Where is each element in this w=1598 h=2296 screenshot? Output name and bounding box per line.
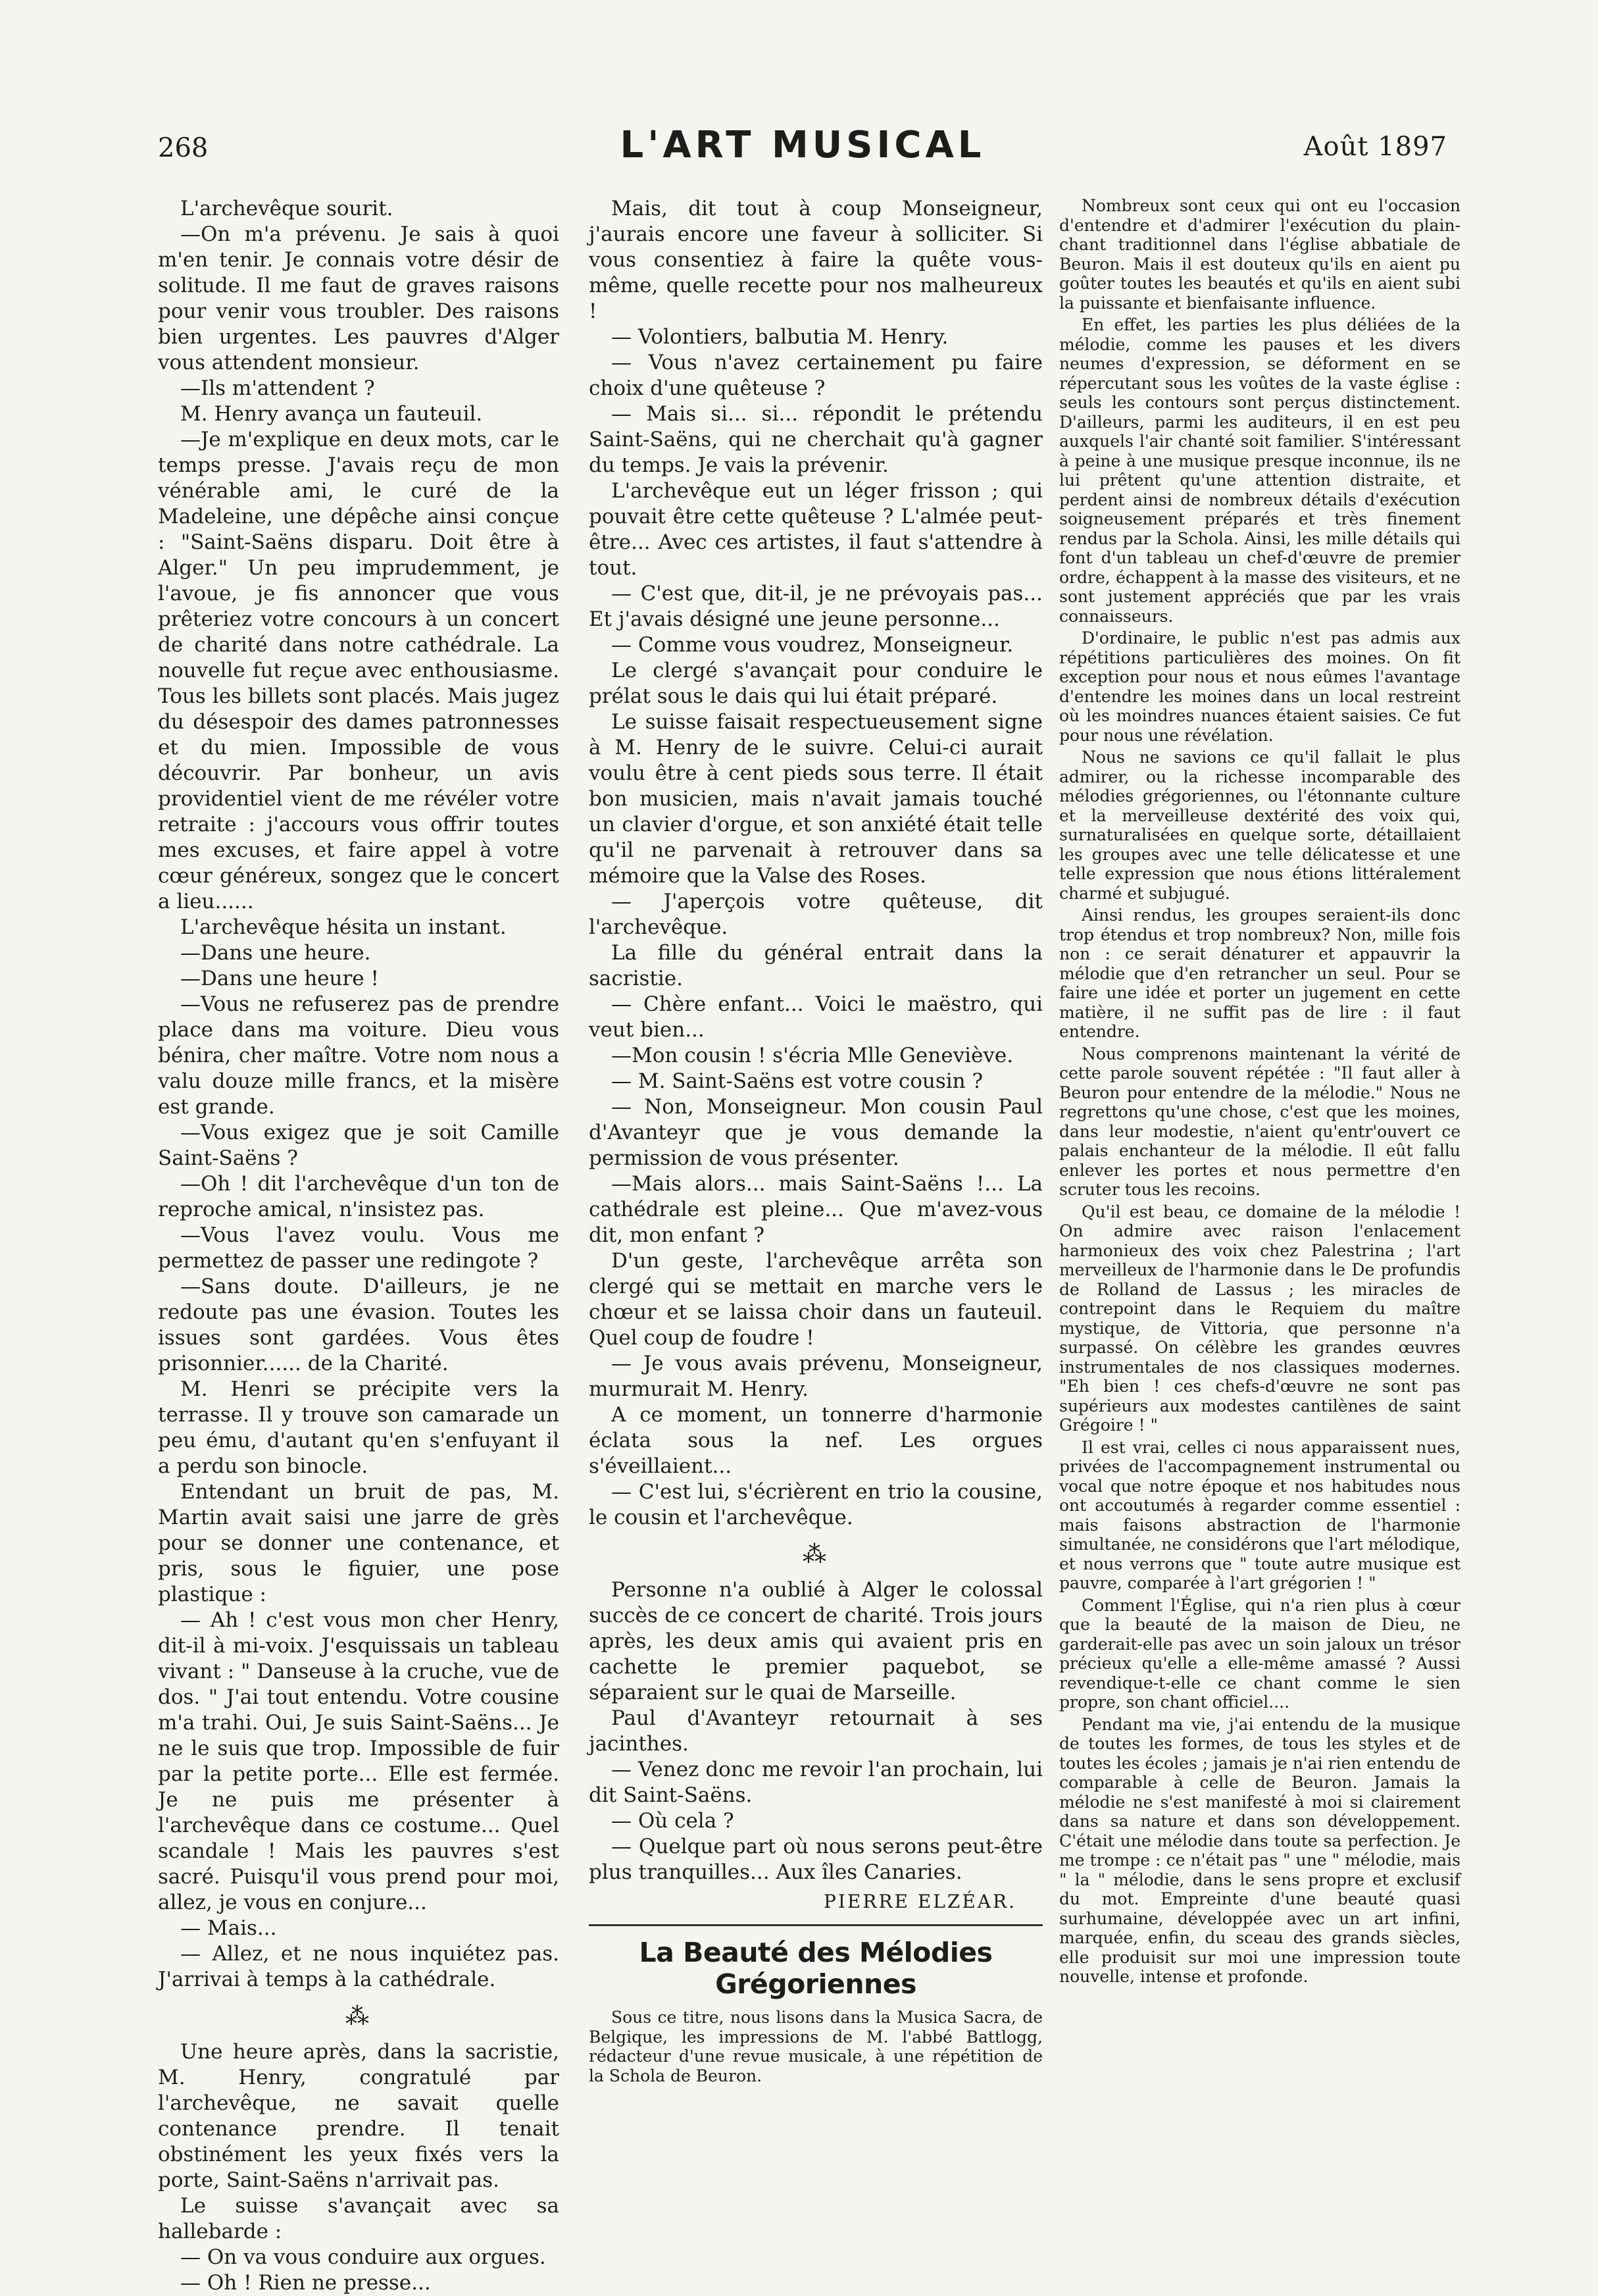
paragraph: — Volontiers, balbutia M. Henry. (611, 325, 949, 349)
paragraph: Qu'il est beau, ce domaine de la mélodie ! On admire avec raison l'enlacement harmonieux des voix chez Palestrina ; l'art merveilleux de l'harmonie dans le De profundis de Rolland de Lassus ; les miracles de contrepoint dans le Requiem du maître mystique, de Vittoria, que personne n'a surpassé. On célèbre les grandes œuvres instrumentales de nos classiques modernes. "Eh bien ! ces chefs-d'œuvre ne sont pas supérieurs aux modestes cantilènes de saint Grégoire ! " (1059, 1202, 1461, 1435)
paragraph: En effet, les parties les plus déliées de la mélodie, comme les pauses et les divers neumes d'expression, se déforment en se répercutant sous les voûtes de la vaste église : seuls les contours sont perçus distinctement. D'ailleurs, parmi les auditeurs, il en est peu auxquels l'air chanté soit familier. S'intéressant à peine à une musique presque inconnue, ils ne lui prêtent qu'une attention distraite, et perdent ainsi de nombreux détails d'exécution soigneusement préparés et très finement rendus par la Schola. Ainsi, les mille détails qui font d'un tableau un chef-d'œuvre de premier ordre, échappent à la masse des visiteurs, et ne sont justement appréciés que par les vrais connaisseurs. (1059, 315, 1461, 626)
page-number: 268 (158, 133, 209, 163)
paragraph: — Quelque part où nous serons peut-être plus tranquilles... Aux îles Canaries. (589, 1835, 1043, 1884)
paragraph: —Mais alors... mais Saint-Saëns !... La cathédrale est pleine... Que m'avez-vous dit, mon enfant ? (589, 1172, 1043, 1247)
paragraph: —On m'a prévenu. Je sais à quoi m'en tenir. Je connais votre désir de solitude. Il me faut de graves raisons pour venir vous troubler. Des raisons bien urgentes. Les pauvres d'Alger vous attendent monsieur. (158, 222, 559, 374)
paragraph: — Ah ! c'est vous mon cher Henry, dit-il à mi-voix. J'esquissais un tableau vivant : " Danseuse à la cruche, vue de dos. " J'ai tout entendu. Votre cousine m'a trahi. Oui, Je suis Saint-Saëns... Je ne le suis que trop. Impossible de fuir par la petite porte... Elle est fermée. Je ne puis me présenter à l'archevêque dans ce costume... Quel scandale ! Mais les pauvres s'est sacré. Puisqu'il vous prend pour moi, allez, je vous en conjure... (158, 1608, 559, 1914)
paragraph: Ainsi rendus, les groupes seraient-ils donc trop étendus et trop nombreux? Non, mille fois non : ce serait dénaturer et appauvrir la mélodie que d'en retrancher un seul. Pour se faire une idée et porter un jugement en cette matière, il ne suffit pas de lire : il faut entendre. (1059, 906, 1461, 1041)
issue-date: Août 1897 (1303, 132, 1447, 162)
section-title: La Beauté des Mélodies Grégoriennes (589, 1924, 1043, 2000)
paragraph: L'archevêque hésita un instant. (180, 915, 507, 939)
paragraph: —Je m'explique en deux mots, car le temps presse. J'avais reçu de mon vénérable ami, le curé de la Madeleine, une dépêche ainsi conçue : "Saint-Saëns disparu. Doit être à Alger." Un peu imprudemment, je l'avoue, je fis annoncer que vous prêteriez votre concours à un concert de charité dans notre cathédrale. La nouvelle fut reçue avec enthousiasme. Tous les billets sont placés. Mais jugez du désespoir des dames patronnesses et du mien. Impossible de vous découvrir. Par bonheur, un avis providentiel vient de me révéler votre retraite : j'accours vous offrir toutes mes excuses, et faire appel à votre cœur généreux, songez que le concert a lieu...... (158, 428, 559, 913)
paragraph: — Mais... (180, 1916, 277, 1940)
paragraph: — Comme vous voudrez, Monseigneur. (611, 633, 1014, 657)
paragraph: — M. Saint-Saëns est votre cousin ? (611, 1069, 984, 1093)
column-3 (1059, 196, 1461, 2091)
paragraph: —Sans doute. D'ailleurs, je ne redoute pas une évasion. Toutes les issues sont gardées. Vous êtes prisonnier...... de la Charité. (158, 1275, 559, 1375)
journal-title: L'ART MUSICAL (620, 124, 986, 166)
paragraph: Nous comprenons maintenant la vérité de cette parole souvent répétée : "Il faut aller à Beuron pour entendre de la mélodie." Nous ne regrettons qu'une chose, c'est que les moines, dans leur modestie, n'aient qu'entr'ouvert ce palais enchanteur de la mélodie. Il eût fallu enlever les portes et nous permettre d'en scruter tous les recoins. (1059, 1044, 1461, 1199)
paragraph: Le suisse faisait respectueusement signe à M. Henry de le suivre. Celui-ci aurait voulu être à cent pieds sous terre. Il était bon musicien, mais n'avait jamais touché un clavier d'orgue, et son anxiété était telle qu'il ne parvenait à retrouver dans sa mémoire que la Valse des Roses. (589, 710, 1043, 888)
paragraph: Le suisse s'avançait avec sa hallebarde : (158, 2194, 559, 2243)
page-header (158, 124, 1447, 170)
paragraph: —Dans une heure ! (180, 967, 379, 990)
paragraph: A ce moment, un tonnerre d'harmonie éclata sous la nef. Les orgues s'éveillaient... (589, 1403, 1043, 1478)
paragraph: L'archevêque eut un léger frisson ; qui pouvait être cette quêteuse ? L'almée peut-être... Avec ces artistes, il faut s'attendre à tout. (589, 479, 1043, 580)
paragraph: Entendant un bruit de pas, M. Martin avait saisi une jarre de grès pour se donner une contenance, et pris, sous le figuier, une pose plastique : (158, 1480, 559, 1606)
paragraph: —Oh ! dit l'archevêque d'un ton de reproche amical, n'insistez pas. (158, 1172, 559, 1221)
paragraph: — Allez, et ne nous inquiétez pas. J'arrivai à temps à la cathédrale. (158, 1942, 559, 1991)
paragraph: —Vous exigez que je soit Camille Saint-Saëns ? (158, 1121, 559, 1170)
paragraph: —Vous ne refuserez pas de prendre place dans ma voiture. Dieu vous bénira, cher maître. Votre nom nous a valu douze mille francs, et la misère est grande. (158, 992, 559, 1119)
paragraph: — Vous n'avez certainement pu faire choix d'une quêteuse ? (589, 351, 1043, 400)
section-separator: ⁂ (345, 2003, 372, 2030)
paragraph: Nous ne savions ce qu'il fallait le plus admirer, ou la richesse incomparable des mélodies grégoriennes, ou l'étonnante culture et la merveilleuse dextérité des voix qui, surnaturalisées en quelque sorte, détaillaient les groupes avec une telle délicatesse et une telle expression que nous étions littéralement charmé et subjugué. (1059, 748, 1461, 903)
paragraph: —Ils m'attendent ? (180, 376, 375, 400)
paragraph: —Mon cousin ! s'écria Mlle Geneviève. (611, 1044, 1014, 1067)
paragraph: — Je vous avais prévenu, Monseigneur, murmurait M. Henry. (589, 1352, 1043, 1401)
paragraph: — Venez donc me revoir l'an prochain, lui dit Saint-Saëns. (589, 1758, 1043, 1807)
column-2 (589, 196, 1043, 2091)
paragraph: L'archevêque sourit. (180, 197, 393, 220)
paragraph: Pendant ma vie, j'ai entendu de la musique de toutes les formes, de tous les styles et de toutes les écoles ; jamais je n'ai rien entendu de comparable à celle de Beuron. Jamais la mélodie ne s'est manifesté à moi si clairement dans sa nature et dans son développement. C'était une mélodie dans toute sa perfection. Je me trompe : ce n'était pas " une " mélodie, mais " la " mélodie, dans le sens propre et exclusif du mot. Empreinte d'une beauté quasi surhumaine, développée avec un art infini, marquée, enfin, du sceau des grands siècles, elle produisit sur moi une impression toute nouvelle, intense et profonde. (1059, 1714, 1461, 1986)
paragraph: Mais, dit tout à coup Monseigneur, j'aurais encore une faveur à solliciter. Si vous consentiez à faire la quête vous-même, quelle recette pour nos malheureux ! (589, 197, 1043, 323)
paragraph: Une heure après, dans la sacristie, M. Henry, congratulé par l'archevêque, ne savait quelle contenance prendre. Il tenait obstinément les yeux fixés vers la porte, Saint-Saëns n'arrivait pas. (158, 2040, 559, 2192)
paragraph: Personne n'a oublié à Alger le colossal succès de ce concert de charité. Trois jours après, les deux amis qui avaient pris en cachette le premier paquebot, se séparaient sur le quai de Marseille. (589, 1578, 1043, 1704)
paragraph: — Oh ! Rien ne presse... (180, 2271, 431, 2295)
paragraph: — Où cela ? (611, 1809, 734, 1833)
paragraph: D'un geste, l'archevêque arrêta son clergé qui se mettait en marche vers le chœur et se laissa choir dans un fauteuil. Quel coup de foudre ! (589, 1249, 1043, 1350)
paragraph: Le clergé s'avançait pour conduire le prélat sous le dais qui lui était préparé. (589, 659, 1043, 708)
paragraph: Il est vrai, celles ci nous apparaissent nues, privées de l'accompagnement instrumental ou vocal que notre époque et nos habitudes nous ont accoutumés à regarder comme essentiel : mais faisons abstraction de l'harmonie simultanée, ne considérons que l'art mélodique, et nous verrons que " toute autre musique est pauvre, comparée à l'art grégorien ! " (1059, 1437, 1461, 1593)
paragraph: — Non, Monseigneur. Mon cousin Paul d'Avanteyr que je vous demande la permission de vous présenter. (589, 1095, 1043, 1170)
paragraph: — Mais si... si... répondit le prétendu Saint-Saëns, qui ne cherchait qu'à gagner du temps. Je vais la prévenir. (589, 402, 1043, 477)
paragraph: D'ordinaire, le public n'est pas admis aux répétitions particulières des moines. On fit exception pour nous et nous eûmes l'avantage d'entendre les moines dans un local restreint où les moindres nuances étaient saisies. Ce fut pour nous une révélation. (1059, 628, 1461, 745)
paragraph: Comment l'Église, qui n'a rien plus à cœur que la beauté de la maison de Dieu, ne garderait-elle pas avec un soin jaloux un trésor précieux qu'elle a elle-même amassé ? Aussi revendique-t-elle ce chant comme le sien propre, son chant officiel.... (1059, 1595, 1461, 1712)
author-signature: PIERRE ELZÉAR. (824, 1891, 1016, 1912)
paragraph: — Chère enfant... Voici le maëstro, qui veut bien... (589, 992, 1043, 1042)
section-separator: ⁂ (803, 1541, 829, 1568)
paragraph: M. Henri se précipite vers la terrasse. Il y trouve son camarade un peu ému, d'autant qu'en s'enfuyant il a perdu son binocle. (158, 1377, 559, 1478)
paragraph: Nombreux sont ceux qui ont eu l'occasion d'entendre et d'admirer l'exécution du plain-chant traditionnel dans l'église abbatiale de Beuron. Mais il est douteux qu'ils en aient pu goûter toutes les beautés et qu'ils en aient subi la puissante et bienfaisante influence. (1059, 196, 1461, 313)
paragraph: La fille du général entrait dans la sacristie. (589, 941, 1043, 990)
paragraph: —Dans une heure. (180, 941, 371, 965)
column-1 (158, 196, 559, 2295)
paragraph: — On va vous conduire aux orgues. (180, 2245, 546, 2269)
paragraph: M. Henry avança un fauteuil. (180, 402, 483, 426)
paragraph: Paul d'Avanteyr retournait à ses jacinthes. (589, 1706, 1043, 1756)
section-intro: Sous ce titre, nous lisons dans la Musica Sacra, de Belgique, les impressions de M. l'abbé Battlogg, rédacteur d'une revue musicale, à une répétition de la Schola de Beuron. (589, 2008, 1043, 2085)
paragraph: — C'est lui, s'écrièrent en trio la cousine, le cousin et l'archevêque. (589, 1480, 1043, 1529)
paragraph: — C'est que, dit-il, je ne prévoyais pas... Et j'avais désigné une jeune personne... (589, 582, 1043, 631)
paragraph: —Vous l'avez voulu. Vous me permettez de passer une redingote ? (158, 1223, 559, 1273)
paragraph: — J'aperçois votre quêteuse, dit l'archevêque. (589, 890, 1043, 939)
